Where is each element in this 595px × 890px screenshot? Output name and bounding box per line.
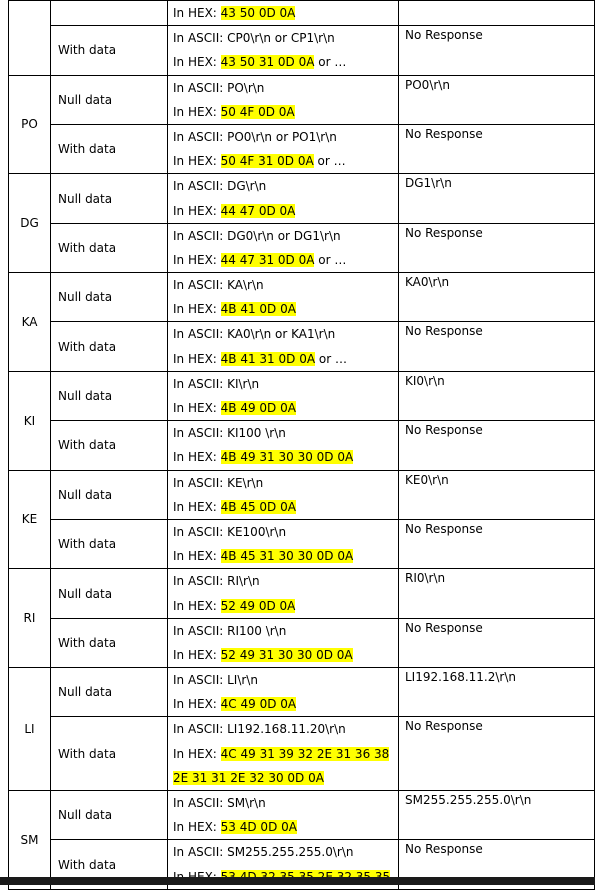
value-label: In ASCII: KE100\r\n [173,524,287,539]
response-cell: SM255.255.255.0\r\n [399,791,595,840]
response-cell: No Response [399,223,595,272]
command-value-cell [168,470,399,519]
value-label: In ASCII: RI100 \r\n [173,623,287,638]
value-label: In HEX: [173,252,221,267]
value-line [173,174,398,198]
hex-bytes-highlight: 53 4D 0D 0A [220,820,297,835]
value-label: In ASCII: DG0\r\n or DG1\r\n [173,228,341,243]
data-type-cell: With data [51,519,168,568]
response-cell: No Response [399,421,595,470]
data-type-cell: With data [51,322,168,371]
value-line [173,149,398,173]
value-line [173,544,398,568]
value-line [173,273,398,297]
data-type-cell: Null data [51,791,168,840]
value-suffix: or … [315,351,347,366]
command-name-cell: DG [9,174,51,273]
table-row [9,322,595,371]
data-type-cell: With data [51,618,168,667]
window-bottom-bar [0,877,595,885]
table-row [9,519,595,568]
value-label: In HEX: [173,104,221,119]
command-name-cell: SM [9,791,51,890]
value-label: In ASCII: CP0\r\n or CP1\r\n [173,31,335,46]
data-type-cell: With data [51,840,168,889]
data-type-cell: Null data [51,668,168,717]
value-line [173,224,398,248]
value-line [173,1,398,25]
command-value-cell [168,791,399,840]
value-line [173,445,398,469]
command-value-cell [168,569,399,618]
value-label: In ASCII: SM\r\n [173,796,266,810]
response-cell: No Response [399,519,595,568]
hex-bytes-highlight: 43 50 0D 0A [220,6,296,20]
value-line [173,50,398,74]
command-table [8,0,595,890]
value-suffix: or … [314,252,347,267]
command-table-body [9,1,595,890]
command-name-cell: PO [9,75,51,174]
command-value-cell [168,371,399,420]
data-type-cell: With data [51,223,168,272]
command-name-cell: RI [9,569,51,668]
value-line [173,692,398,716]
value-label: In HEX: [173,6,221,20]
command-name-cell: KA [9,273,51,372]
value-label: In HEX: [173,499,221,514]
value-label: In ASCII: LI192.168.11.20\r\n [173,722,346,737]
value-label: In HEX: [173,55,221,70]
value-label: In HEX: [173,647,221,662]
value-line [173,840,398,864]
table-row [9,371,595,420]
value-label: In ASCII: KA0\r\n or KA1\r\n [173,327,336,342]
command-value-cell [168,174,399,223]
hex-bytes-highlight: 2E 31 31 2E 32 30 0D 0A [173,770,324,785]
data-type-cell: Null data [51,569,168,618]
response-cell: RI0\r\n [399,569,595,618]
value-label: In ASCII: SM255.255.255.0\r\n [173,845,354,860]
data-type-cell: Null data [51,470,168,519]
value-line [173,347,398,371]
value-line [173,742,398,766]
data-type-cell: With data [51,124,168,173]
value-label: In HEX: [173,203,221,218]
table-row [9,174,595,223]
hex-bytes-highlight: 44 47 0D 0A [220,203,296,218]
command-value-cell [168,26,399,75]
response-cell: No Response [399,26,595,75]
command-value-cell [168,1,399,26]
table-row [9,26,595,75]
value-line [173,199,398,223]
value-line [173,396,398,420]
value-label: In HEX: [173,351,221,366]
hex-bytes-highlight: 52 49 31 30 30 0D 0A [220,647,353,662]
value-label: In ASCII: DG\r\n [173,179,267,194]
value-line [173,76,398,100]
value-label: In ASCII: PO\r\n [173,80,265,95]
command-name-cell: LI [9,668,51,791]
value-label: In HEX: [173,154,221,169]
command-name-cell [9,1,51,76]
command-value-cell [168,668,399,717]
value-line [173,668,398,692]
hex-bytes-highlight: 4B 41 31 0D 0A [220,351,316,366]
response-cell: No Response [399,618,595,667]
table-row [9,223,595,272]
value-suffix: or … [313,154,346,169]
hex-bytes-highlight: 44 47 31 0D 0A [220,252,315,267]
table-row [9,717,595,791]
value-line [173,26,398,50]
value-label: In ASCII: KE\r\n [173,475,264,490]
response-cell: LI192.168.11.2\r\n [399,668,595,717]
value-label: In HEX: [173,450,221,465]
value-label: In ASCII: LI\r\n [173,673,258,688]
command-value-cell [168,75,399,124]
table-row [9,668,595,717]
value-line [173,619,398,643]
data-type-cell: Null data [51,75,168,124]
value-line [173,791,398,815]
data-type-cell [51,1,168,26]
hex-bytes-highlight: 4B 45 0D 0A [220,499,296,514]
response-cell: KE0\r\n [399,470,595,519]
value-line [173,643,398,667]
value-label: In ASCII: RI\r\n [173,574,260,589]
hex-bytes-highlight: 4C 49 0D 0A [220,697,297,712]
command-value-cell [168,273,399,322]
command-value-cell [168,124,399,173]
table-row [9,470,595,519]
data-type-cell: With data [51,421,168,470]
value-line [173,248,398,272]
table-row [9,75,595,124]
table-row [9,618,595,667]
value-line [173,520,398,544]
command-value-cell [168,519,399,568]
value-line [173,471,398,495]
value-line [173,594,398,618]
table-row [9,421,595,470]
data-type-cell: Null data [51,174,168,223]
response-cell: No Response [399,840,595,889]
value-label: In HEX: [173,746,221,761]
table-row [9,569,595,618]
value-line [173,297,398,321]
hex-bytes-highlight: 52 49 0D 0A [220,598,296,613]
data-type-cell: Null data [51,273,168,322]
command-value-cell [168,618,399,667]
value-label: In HEX: [173,401,221,415]
data-type-cell: With data [51,26,168,75]
command-value-cell [168,717,399,791]
hex-bytes-highlight: 4B 41 0D 0A [220,302,296,317]
value-suffix: or … [314,55,347,70]
value-line [173,125,398,149]
hex-bytes-highlight: 4C 49 31 39 32 2E 31 36 38 [220,746,390,761]
response-cell: No Response [399,717,595,791]
value-line [173,717,398,741]
command-value-cell [168,421,399,470]
hex-bytes-highlight: 4B 49 31 30 30 0D 0A [220,450,354,465]
command-name-cell: KE [9,470,51,569]
value-label: In ASCII: KI100 \r\n [173,426,286,441]
response-cell [399,1,595,26]
value-line [173,421,398,445]
command-value-cell [168,223,399,272]
response-cell: PO0\r\n [399,75,595,124]
value-label: In HEX: [173,820,221,835]
hex-bytes-highlight: 43 50 31 0D 0A [220,55,315,70]
hex-bytes-highlight: 4B 49 0D 0A [220,401,296,415]
data-type-cell: Null data [51,371,168,420]
data-type-cell: With data [51,717,168,791]
table-row [9,273,595,322]
value-line [173,815,398,839]
table-row [9,124,595,173]
value-line [173,100,398,124]
value-label: In ASCII: KI\r\n [173,376,260,391]
response-cell: KI0\r\n [399,371,595,420]
value-line [173,322,398,346]
value-label: In ASCII: KA\r\n [173,278,264,293]
response-cell: DG1\r\n [399,174,595,223]
value-line [173,569,398,593]
hex-bytes-highlight: 50 4F 0D 0A [220,104,295,119]
value-line [173,766,398,790]
value-label: In ASCII: PO0\r\n or PO1\r\n [173,129,337,144]
response-cell: KA0\r\n [399,273,595,322]
value-line [173,495,398,519]
value-line [173,372,398,396]
value-label: In HEX: [173,697,221,712]
hex-bytes-highlight: 4B 45 31 30 30 0D 0A [220,549,354,564]
value-label: In HEX: [173,549,221,564]
hex-bytes-highlight: 50 4F 31 0D 0A [220,154,314,169]
table-row [9,791,595,840]
response-cell: No Response [399,322,595,371]
command-value-cell [168,322,399,371]
value-label: In HEX: [173,598,221,613]
value-label: In HEX: [173,302,221,317]
command-name-cell: KI [9,371,51,470]
table-row [9,1,595,26]
response-cell: No Response [399,124,595,173]
